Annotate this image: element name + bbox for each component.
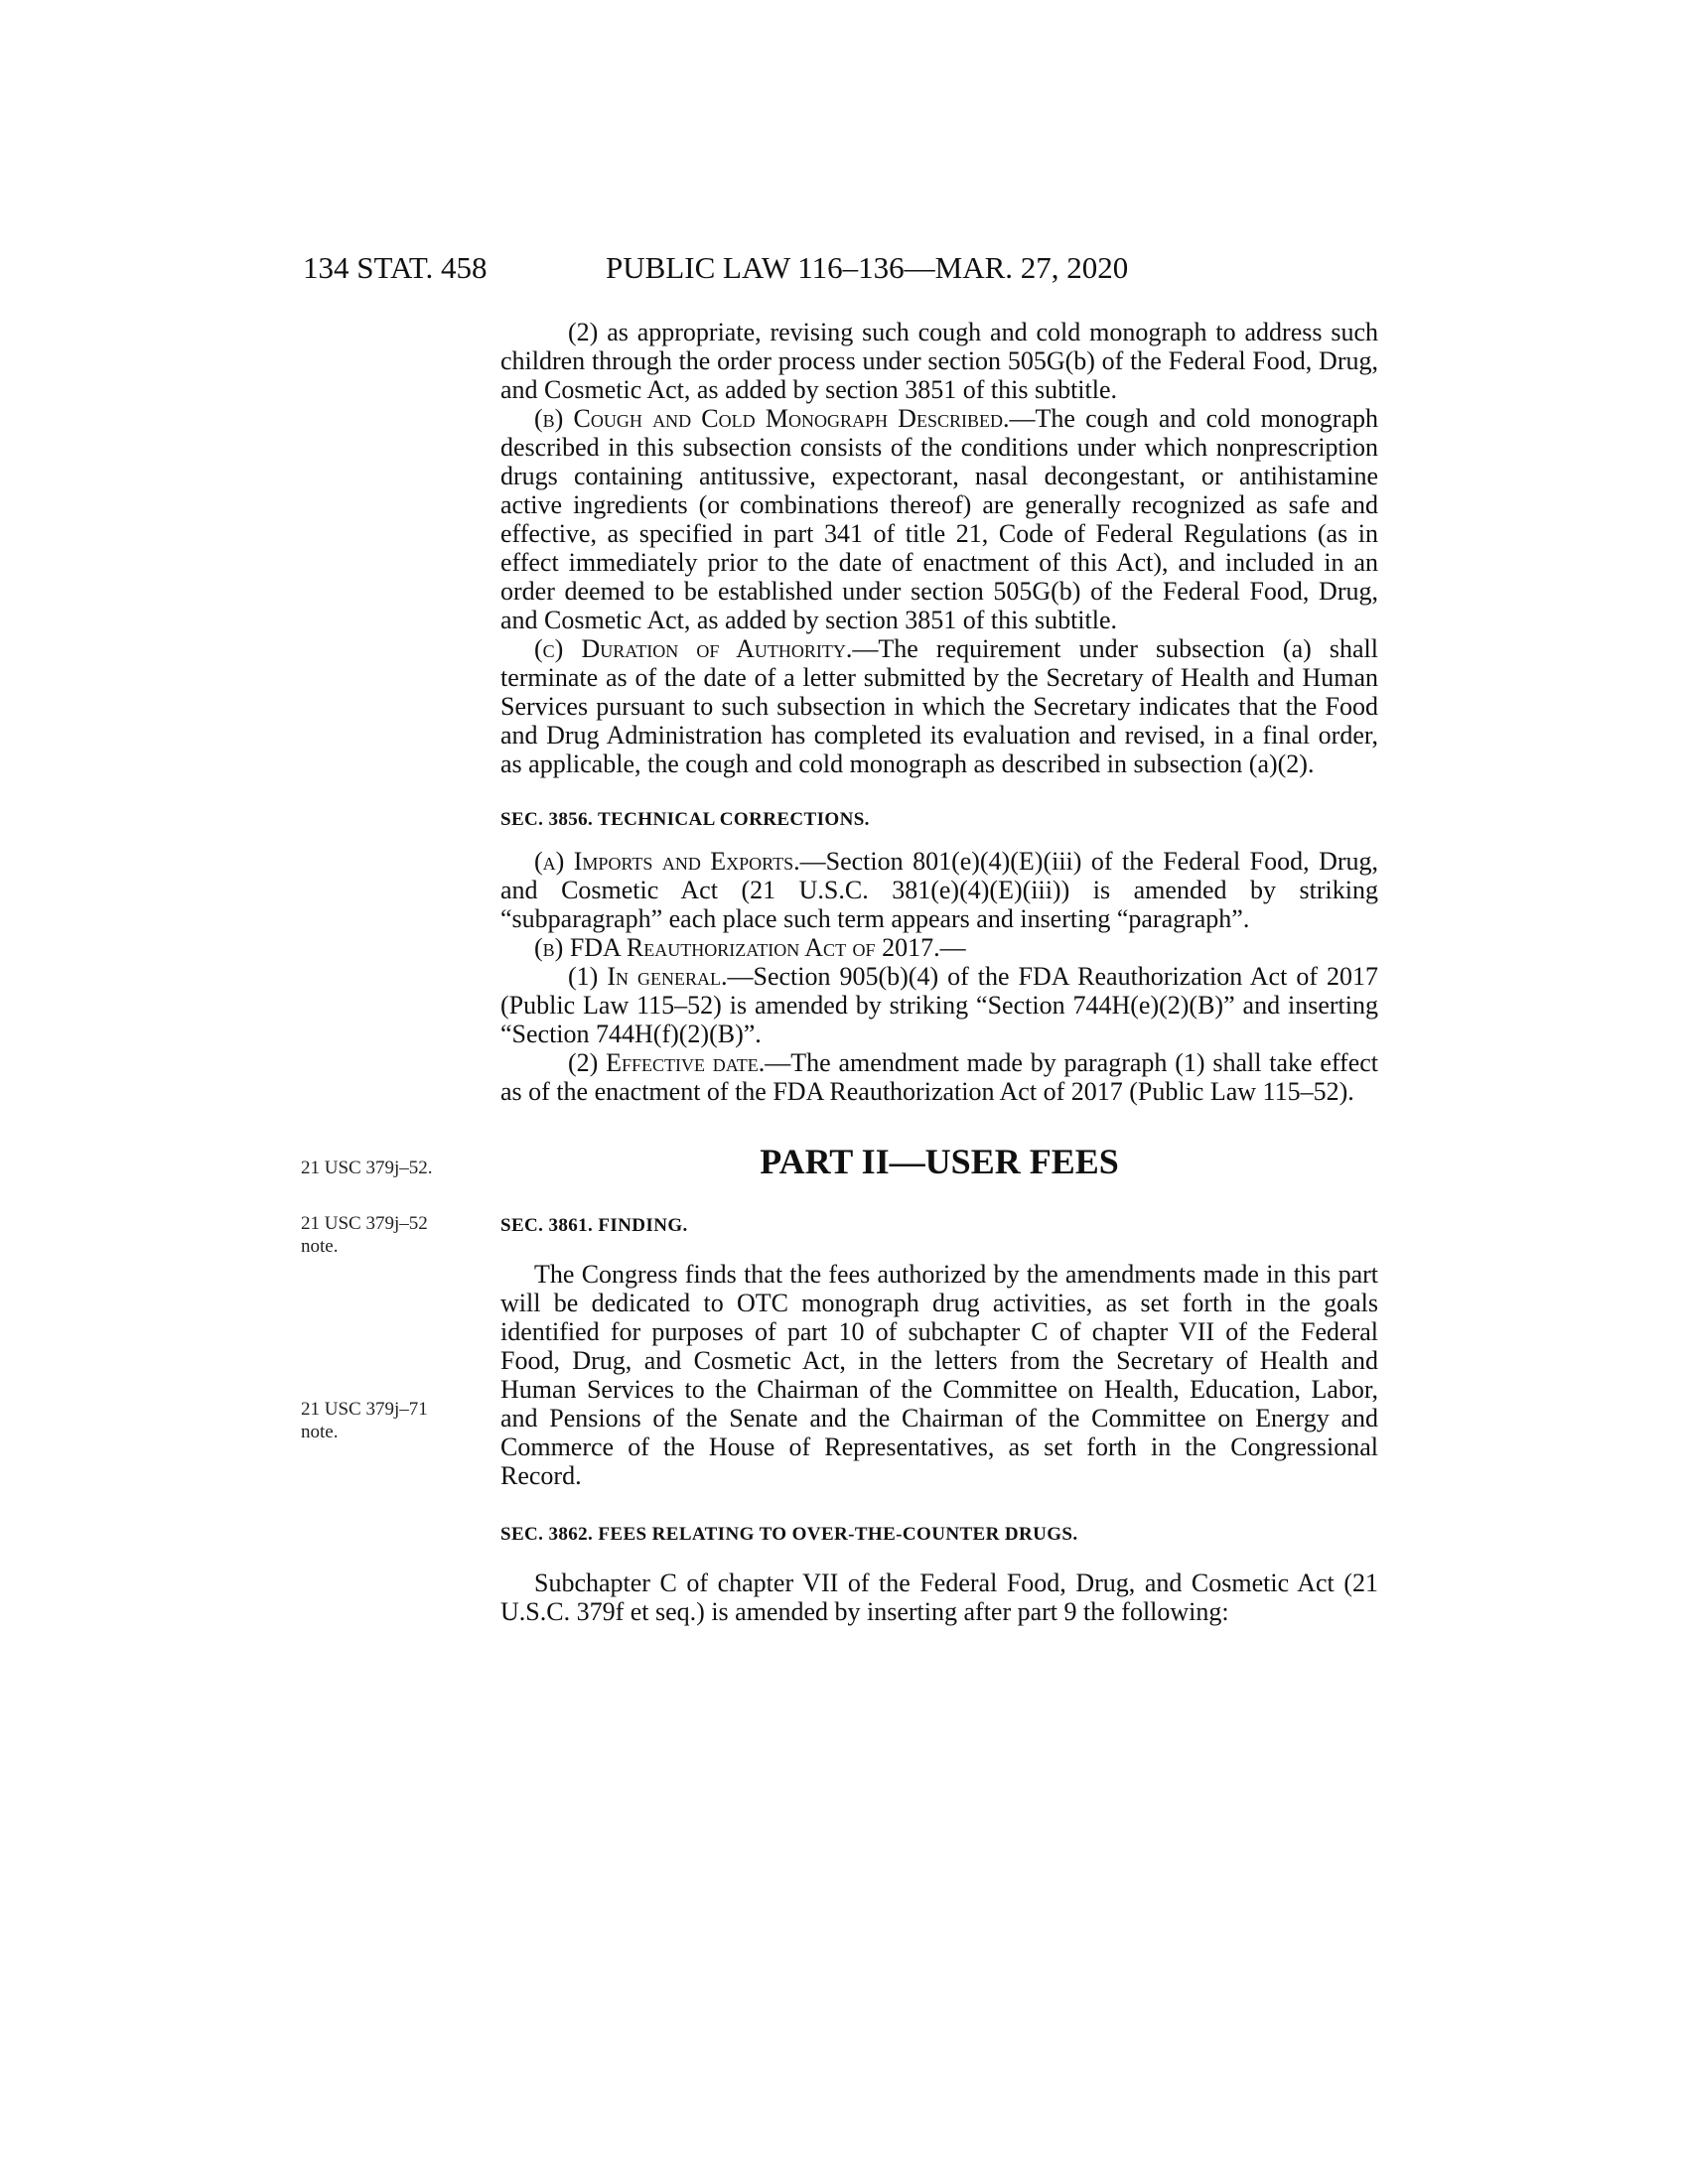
margin-note-usc-1: 21 USC 379j–52. (301, 1158, 433, 1178)
part-ii-heading: PART II—USER FEES (760, 1142, 1119, 1181)
section-3856-b1 (500, 962, 1378, 1048)
section-3856-a (500, 847, 1378, 933)
section-3856-b-heading: (b) FDA Reauthorization Act of 2017. (534, 933, 940, 962)
section-3856-b: (b) FDA Reauthorization Act of 2017.— (534, 933, 966, 962)
public-law-title: PUBLIC LAW 116–136—MAR. 27, 2020 (606, 250, 1129, 285)
subsection-c-text: —The requirement under subsection (a) shall terminate as of the date of a letter submitted by the Secretary of Health and Human Services pursuant to such subsection in which the Secretary indicates that the Food and Drug Administration has completed its evaluation and revised, in a final order, as applicable, the cough and cold monograph as described in subsection (a)(2). (500, 634, 1379, 778)
subsection-b-heading: (b) Cough and Cold Monograph Described. (534, 404, 1010, 433)
statute-page-number: 134 STAT. 458 (303, 250, 488, 285)
subsection-b-text: —The cough and cold monograph described in this subsection consists of the conditions under which nonprescription drugs containing antitussive, expectorant, nasal decongestant, or antihistamine active ingredients (or combinations thereof) are generally recognized as safe and effective, as specified in part 341 of title 21, Code of Federal Regulations (as in effect immediately prior to the date of enactment of this Act), and included in an order deemed to be established under section 505G(b) of the Federal Food, Drug, and Cosmetic Act, as added by section 3851 of this subtitle. (500, 404, 1378, 634)
section-3862-heading: SEC. 3862. FEES RELATING TO OVER-THE-COUNTER DRUGS. (500, 1524, 1078, 1545)
section-3856-b2-text: —The amendment made by paragraph (1) shall take effect as of the enactment of the FDA Reauthorization Act of 2017 (Public Law 115–52). (500, 1048, 1379, 1106)
subsection-c (500, 634, 1378, 778)
running-header (0, 250, 1688, 290)
margin-note-usc-2: 21 USC 379j–52 note. (301, 1213, 428, 1257)
section-3862-text: Subchapter C of chapter VII of the Federal Food, Drug, and Cosmetic Act (21 U.S.C. 379f et seq.) is amended by inserting after part 9 the following: (500, 1569, 1378, 1626)
paragraph-a2: (2) as appropriate, revising such cough and cold monograph to address such children through the order process under section 505G(b) of the Federal Food, Drug, and Cosmetic Act, as added by section 3851 of this subtitle. (500, 318, 1378, 404)
section-3861-heading: SEC. 3861. FINDING. (500, 1215, 688, 1236)
section-3861-text: The Congress finds that the fees authorized by the amendments made in this part will be dedicated to OTC monograph drug activities, as set forth in the goals identified for purposes of part 10 of subchapter C of chapter VII of the Federal Food, Drug, and Cosmetic Act, in the letters from the Secretary of Health and Human Services to the Chairman of the Committee on Health, Education, Labor, and Pensions of the Senate and the Chairman of the Committee on Energy and Commerce of the House of Representatives, as set forth in the Congressional Record. (500, 1260, 1378, 1490)
section-3856-a-text: —Section 801(e)(4)(E)(iii) of the Federal Food, Drug, and Cosmetic Act (21 U.S.C. 381(e)(4)(E)(iii)) is amended by striking “subparagraph” each place such term appears and inserting “paragraph”. (500, 847, 1378, 933)
section-3856-b1-heading: (1) In general. (568, 962, 728, 991)
document-body (500, 318, 1378, 1626)
section-3856-b2 (500, 1048, 1378, 1106)
margin-note-usc-3: 21 USC 379j–71 note. (301, 1399, 428, 1442)
section-3856-b1-text: —Section 905(b)(4) of the FDA Reauthorization Act of 2017 (Public Law 115–52) is amended by striking “Section 744H(e)(2)(B)” and inserting “Section 744H(f)(2)(B)”. (500, 962, 1378, 1048)
section-3856-a-heading: (a) Imports and Exports. (534, 847, 800, 876)
subsection-c-heading: (c) Duration of Authority. (534, 634, 853, 663)
subsection-b (500, 404, 1378, 634)
section-3856-heading: SEC. 3856. TECHNICAL CORRECTIONS. (500, 809, 870, 830)
section-3856-b2-heading: (2) Effective date. (568, 1048, 766, 1077)
